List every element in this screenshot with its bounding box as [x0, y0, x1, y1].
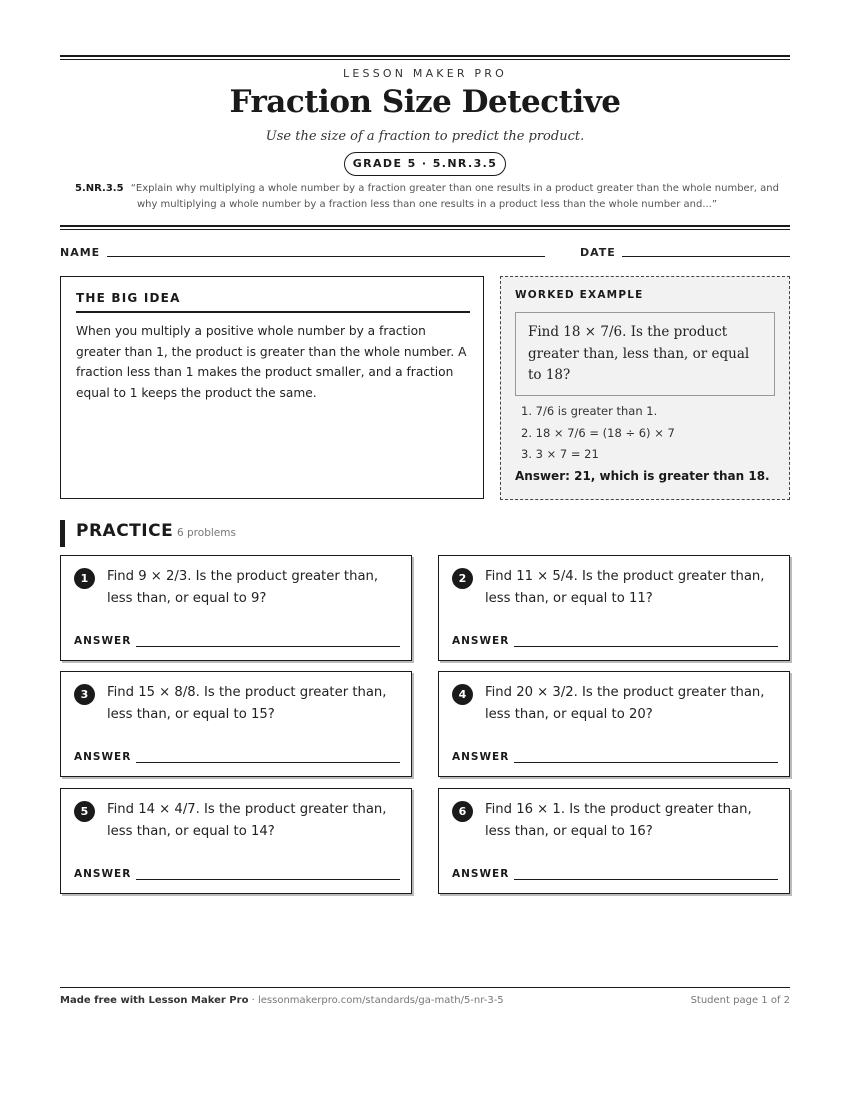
answer-label: ANSWER: [74, 751, 132, 763]
practice-count: 6 problems: [177, 527, 236, 539]
problem-text: Find 20 × 3/2. Is the product greater than, less than, or equal to 20?: [485, 685, 765, 722]
name-field[interactable]: [107, 256, 545, 257]
worked-example-box: [500, 276, 790, 500]
worked-example-heading: WORKED EXAMPLE: [515, 289, 644, 301]
page-subtitle: Use the size of a fraction to predict the product.: [265, 129, 585, 144]
footer-made-with: Made free with Lesson Maker Pro: [60, 995, 249, 1006]
practice-accent-bar: [60, 520, 65, 547]
grade-badge: GRADE 5 · 5.NR.3.5: [344, 152, 506, 176]
problem-text: Find 16 × 1. Is the product greater than, less than, or equal to 16?: [485, 802, 752, 839]
problem-text: Find 14 × 4/7. Is the product greater than, less than, or equal to 14?: [107, 802, 387, 839]
footer-credit: [60, 995, 504, 1006]
answer-field[interactable]: [514, 879, 778, 880]
answer-field[interactable]: [514, 762, 778, 763]
problem-card: [438, 788, 790, 894]
problem-card: [60, 555, 412, 661]
standard-description: [64, 181, 790, 213]
answer-field[interactable]: [514, 646, 778, 647]
worked-step: 3. 3 × 7 = 21: [521, 447, 599, 461]
big-idea-heading: THE BIG IDEA: [76, 291, 470, 313]
name-label: NAME: [60, 246, 101, 259]
worked-example-answer: Answer: 21, which is greater than 18.: [515, 469, 770, 483]
answer-label: ANSWER: [452, 751, 510, 763]
problem-text: Find 15 × 8/8. Is the product greater than, less than, or equal to 15?: [107, 685, 387, 722]
problem-text: Find 9 × 2/3. Is the product greater than, less than, or equal to 9?: [107, 569, 379, 606]
standard-code: 5.NR.3.5: [75, 183, 124, 194]
problem-card: [438, 555, 790, 661]
answer-field[interactable]: [136, 879, 400, 880]
answer-label: ANSWER: [74, 868, 132, 880]
footer-rule: [60, 987, 790, 988]
problem-number-badge: 2: [452, 568, 473, 589]
worked-example-problem: Find 18 × 7/6. Is the product greater than, less than, or equal to 18?: [515, 312, 775, 396]
answer-label: ANSWER: [452, 868, 510, 880]
worked-example-steps: [521, 401, 675, 466]
answer-label: ANSWER: [74, 635, 132, 647]
problem-card: [60, 788, 412, 894]
date-label: DATE: [580, 246, 616, 259]
date-field[interactable]: [622, 256, 790, 257]
answer-label: ANSWER: [452, 635, 510, 647]
worked-step: 1. 7/6 is greater than 1.: [521, 404, 658, 418]
problem-number-badge: 6: [452, 801, 473, 822]
footer-page-number: Student page 1 of 2: [690, 995, 790, 1006]
worksheet-page: [60, 0, 790, 1100]
page-title: Fraction Size Detective: [229, 84, 621, 120]
header-top-rule: [60, 55, 790, 57]
practice-title: PRACTICE: [76, 521, 174, 541]
big-idea-text: When you multiply a positive whole number by a fraction greater than 1, the product is greater than the whole number. A fraction less than 1 makes the product smaller, and a fraction equal to 1 keeps the product the same.: [76, 324, 467, 400]
problem-number-badge: 3: [74, 684, 95, 705]
answer-field[interactable]: [136, 762, 400, 763]
problem-number-badge: 4: [452, 684, 473, 705]
footer-url[interactable]: · lessonmakerpro.com/standards/ga-math/5-nr-3-5: [248, 995, 504, 1006]
header-bottom-rule: [60, 225, 790, 227]
problem-number-badge: 1: [74, 568, 95, 589]
problem-number-badge: 5: [74, 801, 95, 822]
worked-step: 2. 18 × 7/6 = (18 ÷ 6) × 7: [521, 425, 675, 440]
brand-name: LESSON MAKER PRO: [343, 67, 507, 80]
problem-card: [438, 671, 790, 777]
big-idea-box: [60, 276, 484, 499]
problem-card: [60, 671, 412, 777]
problem-text: Find 11 × 5/4. Is the product greater than, less than, or equal to 11?: [485, 569, 765, 606]
answer-field[interactable]: [136, 646, 400, 647]
standard-text: “Explain why multiplying a whole number by a fraction greater than one results in a product greater than the whole number, and why multiplying a whole number by a fraction less than one results in a product less than the whole number and...”: [130, 183, 779, 210]
